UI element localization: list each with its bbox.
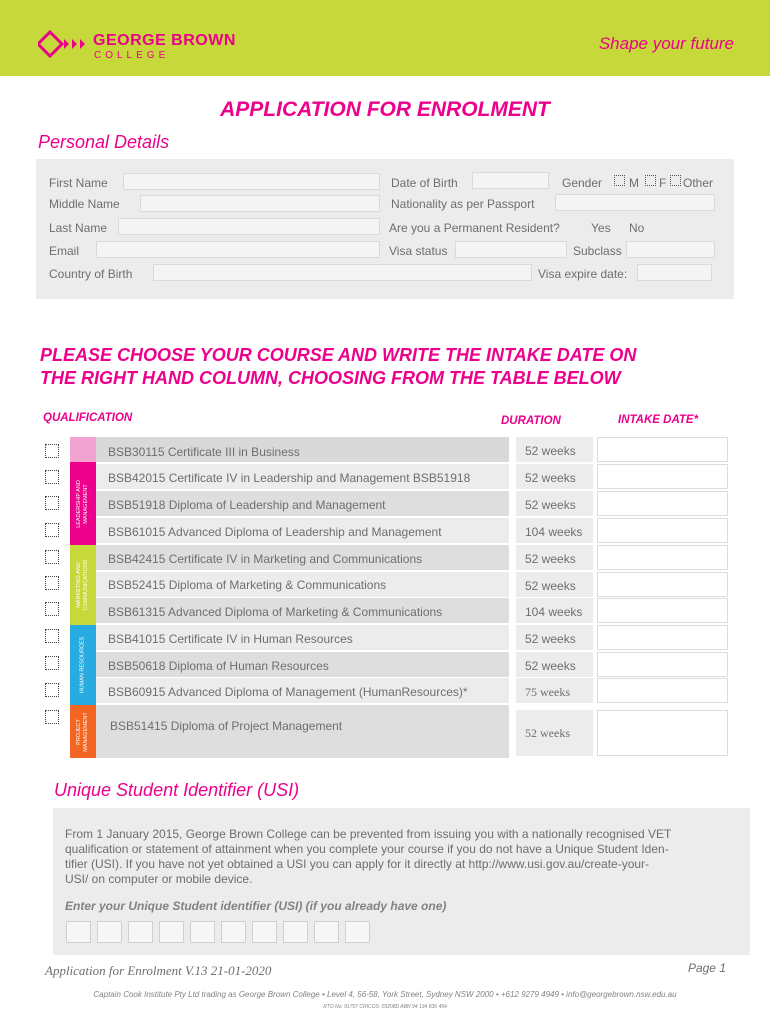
- course-label: BSB42015 Certificate IV in Leadership and Management BSB51918: [108, 471, 471, 485]
- course-duration: 52 weeks: [516, 572, 593, 597]
- permanent-resident-no[interactable]: No: [629, 221, 645, 235]
- course-checkbox[interactable]: [45, 656, 59, 670]
- band-hr-label: HUMAN RESOURCES: [79, 636, 86, 694]
- usi-char-box[interactable]: [66, 921, 91, 943]
- last-name-field[interactable]: [118, 218, 380, 235]
- course-duration: 52 weeks: [516, 652, 593, 677]
- visa-status-field[interactable]: [455, 241, 567, 258]
- band-business-swatch: [70, 437, 96, 462]
- date-of-birth-label: Date of Birth: [391, 176, 458, 190]
- course-label: BSB30115 Certificate III in Business: [108, 445, 300, 459]
- usi-heading: Unique Student Identifier (USI): [54, 780, 300, 800]
- course-label: BSB42415 Certificate IV in Marketing and Communications: [108, 552, 423, 566]
- usi-description: [65, 827, 735, 887]
- course-duration: 104 weeks: [516, 598, 593, 623]
- course-label: BSB61315 Advanced Diploma of Marketing & Communications: [108, 605, 443, 619]
- nationality-field[interactable]: [555, 194, 715, 211]
- nationality-label: Nationality as per Passport: [391, 197, 535, 211]
- course-checkbox[interactable]: [45, 683, 59, 697]
- usi-char-box[interactable]: [128, 921, 153, 943]
- gender-label: Gender: [562, 176, 603, 190]
- usi-text-line: qualification or statement of attainment when you complete your course if you do not have a Unique Student Iden-: [65, 842, 669, 856]
- middle-name-field[interactable]: [140, 195, 380, 212]
- gender-other-checkbox[interactable]: [670, 175, 681, 186]
- course-label: BSB61015 Advanced Diploma of Leadership and Management: [108, 525, 442, 539]
- band-project-management: [70, 705, 96, 758]
- form-version: Application for Enrolment V.13 21-01-2020: [45, 963, 272, 978]
- usi-char-box[interactable]: [159, 921, 184, 943]
- course-checkbox[interactable]: [45, 629, 59, 643]
- course-checkbox[interactable]: [45, 550, 59, 564]
- usi-char-box[interactable]: [345, 921, 370, 943]
- course-duration: 52 weeks: [516, 710, 593, 756]
- course-checkbox[interactable]: [45, 470, 59, 484]
- intake-date-field[interactable]: [597, 710, 728, 756]
- course-label: BSB41015 Certificate IV in Human Resources: [108, 632, 353, 646]
- visa-status-label: Visa status: [389, 244, 448, 258]
- band-leadership-label: LEADERSHIP AND MANAGEMENT: [76, 479, 89, 528]
- visa-expire-label: Visa expire date:: [538, 267, 628, 281]
- band-marketing-label: MARKETING AND COMMUNICATIONS: [76, 559, 89, 611]
- tagline: Shape your future: [598, 34, 734, 53]
- logo-subname: COLLEGE: [94, 50, 170, 61]
- intake-date-field[interactable]: [597, 625, 728, 650]
- intake-date-field[interactable]: [597, 678, 728, 703]
- footer-address: Captain Cook Institute Pty Ltd trading as George Brown College • Level 4, 56-58, York Street, Sydney NSW 2000 • +612 9279 4949 • info@georgebrown.nsw.edu.au: [93, 990, 677, 999]
- band-pm-label: PROJECT MANAGEMENT: [76, 711, 89, 752]
- band-marketing: [70, 545, 96, 625]
- usi-char-box[interactable]: [314, 921, 339, 943]
- intake-date-field[interactable]: [597, 652, 728, 677]
- course-checkbox[interactable]: [45, 710, 59, 724]
- usi-char-box[interactable]: [283, 921, 308, 943]
- intake-date-field[interactable]: [597, 518, 728, 543]
- band-human-resources: [70, 625, 96, 705]
- usi-char-box[interactable]: [252, 921, 277, 943]
- course-duration: 52 weeks: [516, 625, 593, 650]
- usi-char-box[interactable]: [190, 921, 215, 943]
- course-label: BSB50618 Diploma of Human Resources: [108, 659, 329, 673]
- permanent-resident-label: Are you a Permanent Resident?: [389, 221, 560, 235]
- gender-f-label: F: [659, 176, 667, 190]
- course-instruction-line1: PLEASE CHOOSE YOUR COURSE AND WRITE THE INTAKE DATE ON: [40, 345, 637, 365]
- middle-name-label: Middle Name: [49, 197, 120, 211]
- subclass-field[interactable]: [626, 241, 715, 258]
- permanent-resident-yes[interactable]: Yes: [591, 221, 611, 235]
- intake-date-header: INTAKE DATE*: [618, 414, 699, 426]
- course-duration: 52 weeks: [516, 491, 593, 516]
- course-checkbox[interactable]: [45, 444, 59, 458]
- intake-date-field[interactable]: [597, 491, 728, 516]
- gender-m-checkbox[interactable]: [614, 175, 625, 186]
- subclass-label: Subclass: [573, 244, 622, 258]
- course-label: BSB60915 Advanced Diploma of Management (HumanResources)*: [108, 685, 468, 699]
- usi-char-box[interactable]: [221, 921, 246, 943]
- qualification-header: QUALIFICATION: [43, 412, 133, 424]
- intake-date-field[interactable]: [597, 572, 728, 597]
- first-name-label: First Name: [49, 176, 108, 190]
- course-label: BSB51918 Diploma of Leadership and Management: [108, 498, 386, 512]
- usi-enter-prompt: Enter your Unique Student identifier (USI) (if you already have one): [65, 899, 447, 913]
- usi-text-line: From 1 January 2015, George Brown College can be prevented from issuing you with a nationally recognised VET: [65, 827, 672, 841]
- band-leadership: [70, 462, 96, 545]
- logo-name: GEORGE BROWN: [93, 32, 236, 49]
- course-duration: 104 weeks: [516, 518, 593, 543]
- course-checkbox[interactable]: [45, 496, 59, 510]
- first-name-field[interactable]: [123, 173, 380, 190]
- email-label: Email: [49, 244, 80, 258]
- course-checkbox[interactable]: [45, 523, 59, 537]
- course-checkbox[interactable]: [45, 576, 59, 590]
- visa-expire-field[interactable]: [637, 264, 712, 281]
- duration-header: DURATION: [501, 415, 561, 427]
- course-duration: 75 weeks: [516, 678, 593, 703]
- intake-date-field[interactable]: [597, 545, 728, 570]
- country-of-birth-label: Country of Birth: [49, 267, 133, 281]
- page-title: APPLICATION FOR ENROLMENT: [220, 98, 550, 121]
- course-duration: 52 weeks: [516, 464, 593, 489]
- email-field[interactable]: [96, 241, 380, 258]
- usi-text-line: USI/ on computer or mobile device.: [65, 872, 253, 886]
- gender-m-label: M: [629, 176, 639, 190]
- footer-rto: RTO No: 91707 CRICOS: 03208D ABN 94 134 836 454: [323, 1004, 447, 1010]
- course-checkbox[interactable]: [45, 602, 59, 616]
- intake-date-field[interactable]: [597, 464, 728, 489]
- gender-f-checkbox[interactable]: [645, 175, 656, 186]
- personal-details-heading: Personal Details: [38, 132, 170, 152]
- course-instruction-line2: THE RIGHT HAND COLUMN, CHOOSING FROM THE TABLE BELOW: [40, 368, 621, 388]
- date-of-birth-field[interactable]: [472, 172, 549, 189]
- course-label: BSB52415 Diploma of Marketing & Communications: [108, 578, 387, 592]
- page-number: Page 1: [687, 961, 726, 975]
- gender-other-label: Other: [683, 176, 714, 190]
- intake-date-field[interactable]: [597, 598, 728, 623]
- usi-char-box[interactable]: [97, 921, 122, 943]
- usi-text-line: tifier (USI). If you have not yet obtained a USI you can apply for it directly at http://www.usi.gov.au/create-your-: [65, 857, 650, 871]
- last-name-label: Last Name: [49, 221, 108, 235]
- course-instruction: [40, 344, 636, 390]
- country-of-birth-field[interactable]: [153, 264, 532, 281]
- course-duration: 52 weeks: [516, 545, 593, 570]
- college-logo-icon: [38, 30, 90, 60]
- intake-date-field[interactable]: [597, 437, 728, 462]
- course-label: BSB51415 Diploma of Project Management: [110, 719, 343, 733]
- course-duration: 52 weeks: [516, 437, 593, 462]
